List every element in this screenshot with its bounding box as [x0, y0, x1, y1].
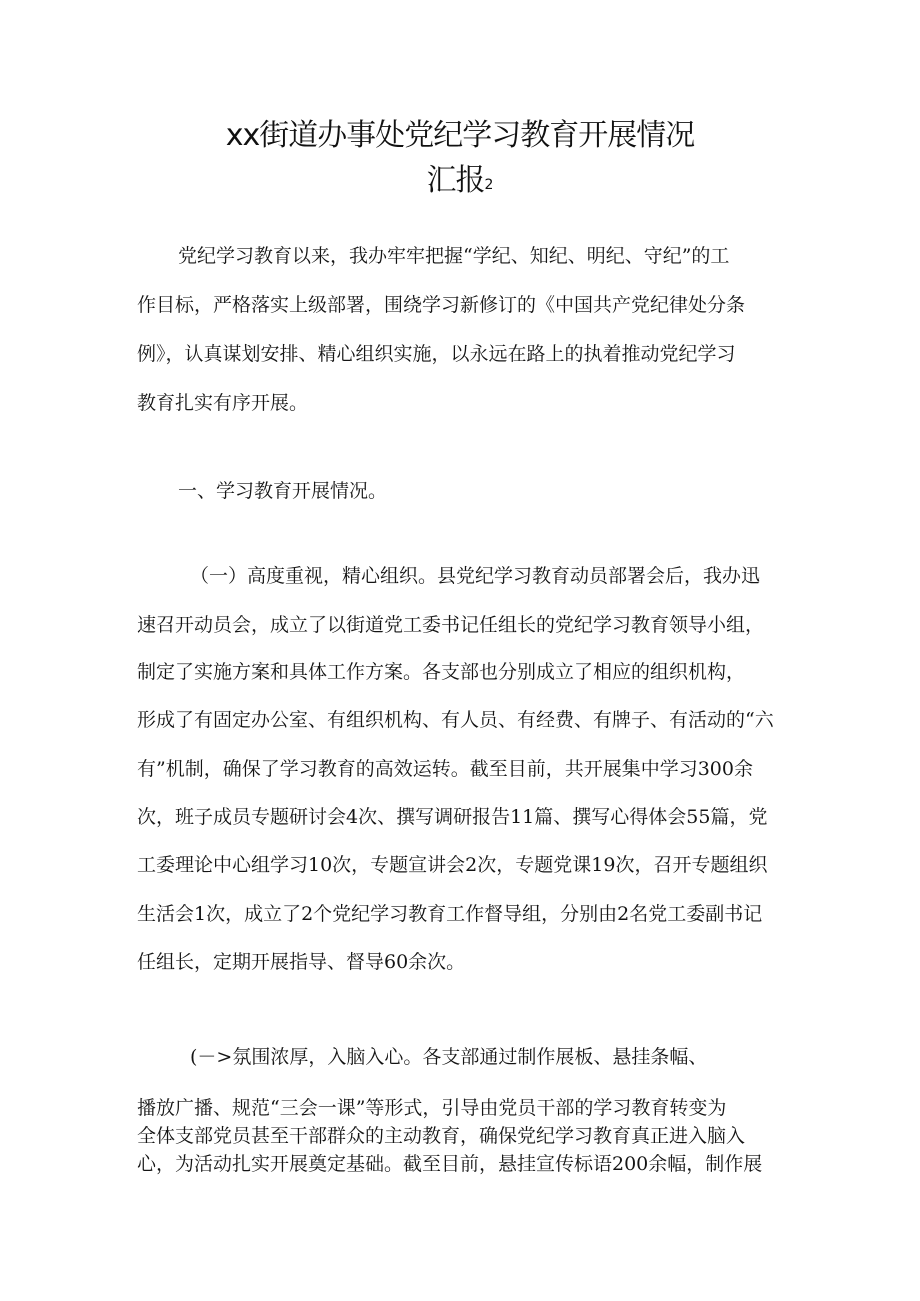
title-superscript: 2 — [484, 177, 494, 193]
intro-line: 例》，认真谋划安排、精心组织实施，以永远在路上的执着推动党纪学习 — [137, 343, 736, 365]
paragraph-line: 心，为活动扎实开展奠定基础。截至目前，悬挂宣传标语200余幅，制作展 — [137, 1153, 763, 1175]
section-heading: 一、学习教育开展情况。 — [178, 480, 388, 502]
intro-line: 作目标，严格落实上级部署，围绕学习新修订的《中国共产党纪律处分条 — [137, 294, 746, 316]
paragraph-line: 工委理论中心组学习10次，专题宣讲会2次，专题党课19次，召开专题组织 — [137, 854, 768, 876]
paragraph-line: 生活会1次，成立了2个党纪学习教育工作督导组，分别由2名党工委副书记 — [137, 903, 763, 925]
paragraph-line: (－>氛围浓厚，入脑入心。各支部通过制作展板、悬挂条幅、 — [190, 1046, 708, 1068]
paragraph-line: 播放广播、规范“三会一课”等形式，引导由党员干部的学习教育转变为 — [137, 1097, 727, 1119]
document-title-line-2 — [0, 155, 920, 199]
paragraph-line: 任组长，定期开展指导、督导60余次。 — [137, 951, 466, 973]
paragraph-line: 制定了实施方案和具体工作方案。各支部也分别成立了相应的组织机构， — [137, 661, 746, 683]
paragraph-line: 全体支部党员甚至干部群众的主动教育，确保党纪学习教育真正进入脑入 — [137, 1125, 746, 1147]
paragraph-line: 速召开动员会，成立了以街道党工委书记任组长的党纪学习教育领导小组， — [137, 614, 765, 636]
paragraph-line: 有”机制，确保了学习教育的高效运转。截至目前，共开展集中学习300余 — [137, 758, 753, 780]
document-title-line-1: xx街道办事处党纪学习教育开展情况 — [225, 118, 695, 153]
intro-line: 党纪学习教育以来，我办牢牢把握“学纪、知纪、明纪、守纪”的工 — [178, 245, 730, 267]
paragraph-line: （一）高度重视，精心组织。县党纪学习教育动员部署会后，我办迅 — [190, 565, 761, 587]
paragraph-line: 形成了有固定办公室、有组织机构、有人员、有经费、有牌子、有活动的“六 — [137, 709, 774, 731]
document-title-text: 汇报 — [426, 163, 485, 198]
paragraph-line: 次，班子成员专题研讨会4次、撰写调研报告11篇、撰写心得体会55篇，党 — [137, 806, 768, 828]
intro-line: 教育扎实有序开展。 — [137, 392, 309, 414]
